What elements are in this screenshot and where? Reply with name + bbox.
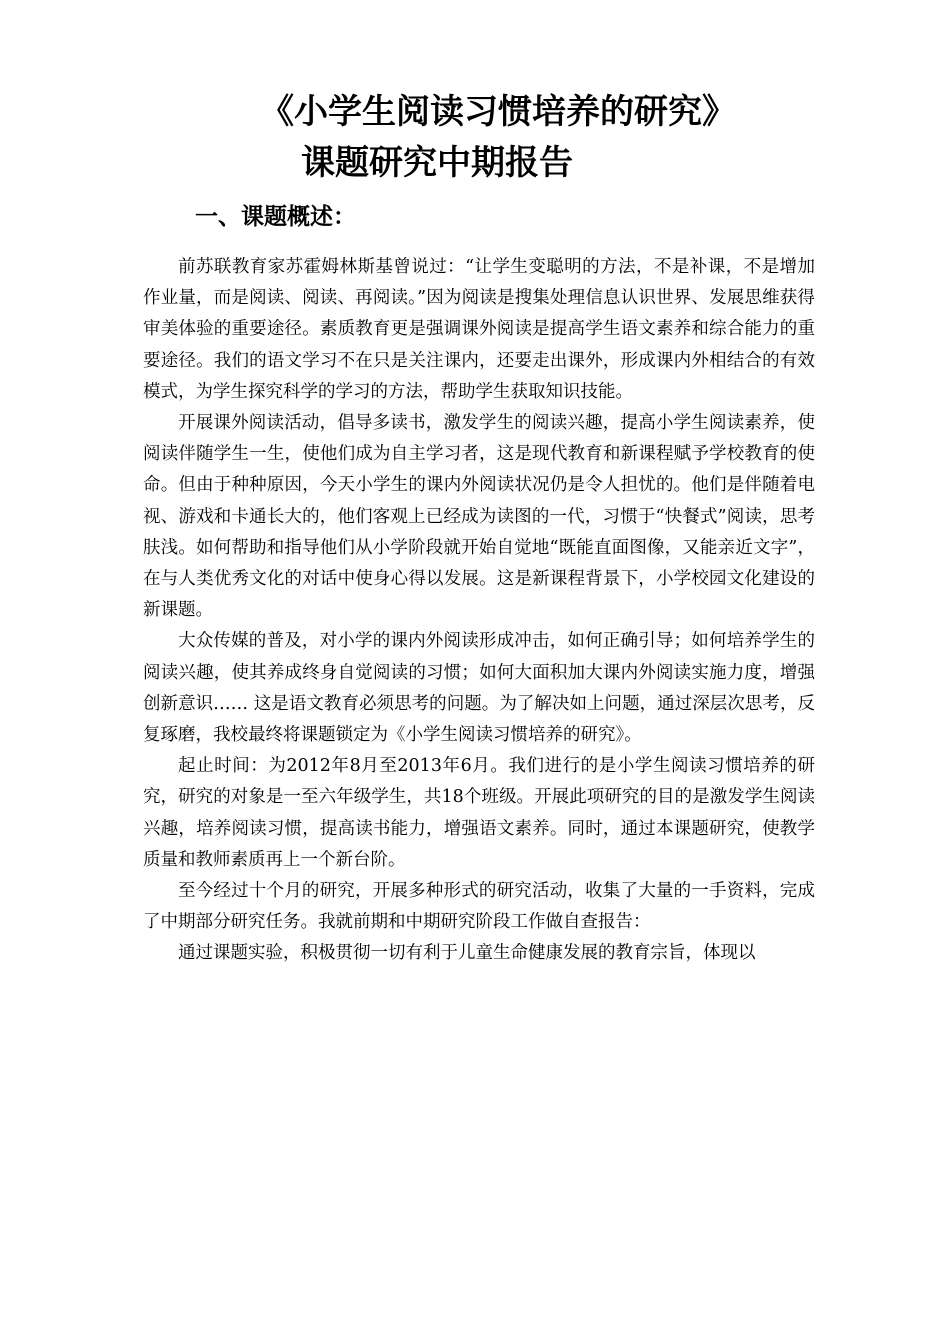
paragraph: 起止时间：为2012年8月至2013年6月。我们进行的是小学生阅读习惯培养的研究，研究的对象是一至六年级学生，共18个班级。开展此项研究的目的是激发学生阅读兴趣，培养阅读习惯，提高读书能力，增强语文素养。同时，通过本课题研究，使教学质量和教师素质再上一个新台阶。 (143, 756, 815, 870)
paragraph: 大众传媒的普及，对小学的课内外阅读形成冲击，如何正确引导；如何培养学生的阅读兴趣，使其养成终身自觉阅读的习惯；如何大面积加大课内外阅读实施力度，增强创新意识…… 这是语文教育必须思考的问题。为了解决如上问题，通过深层次思考，反复琢磨，我校最终将课题锁定为《小学生阅读习惯培养的研究》。 (143, 631, 815, 746)
paragraph: 开展课外阅读活动，倡导多读书，激发学生的阅读兴趣，提高小学生阅读素养，使阅读伴随学生一生，使他们成为自主学习者，这是现代教育和新课程赋予学校教育的使命。但由于种种原因，今天小学生的课内外阅读状况仍是令人担忧的。他们是伴随着电视、游戏和卡通长大的，他们客观上已经成为读图的一代，习惯于“快餐式”阅读，思考肤浅。如何帮助和指导他们从小学阶段就开始自觉地“既能直面图像，又能亲近文字”，在与人类优秀文化的对话中使身心得以发展。这是新课程背景下，小学校园文化建设的新课题。 (143, 413, 815, 621)
body-text (143, 252, 815, 970)
paragraph: 至今经过十个月的研究，开展多种形式的研究活动，收集了大量的一手资料，完成了中期部分研究任务。我就前期和中期研究阶段工作做自查报告： (143, 881, 815, 933)
document-title-line1: 《小学生阅读习惯培养的研究》 (260, 92, 736, 132)
paragraph: 通过课题实验，积极贯彻一切有利于儿童生命健康发展的教育宗旨，体现以 (178, 943, 756, 964)
document-title-line2: 课题研究中期报告 (301, 143, 573, 183)
section-heading-overview: 一、课题概述： (195, 204, 356, 230)
paragraph: 前苏联教育家苏霍姆林斯基曾说过：“让学生变聪明的方法，不是补课，不是增加作业量，而是阅读、阅读、再阅读。”因为阅读是搜集处理信息认识世界、发展思维获得审美体验的重要途径。素质教育更是强调课外阅读是提高学生语文素养和综合能力的重要途径。我们的语文学习不在只是关注课内，还要走出课外，形成课内外相结合的有效模式，为学生探究科学的学习的方法，帮助学生获取知识技能。 (143, 257, 815, 402)
